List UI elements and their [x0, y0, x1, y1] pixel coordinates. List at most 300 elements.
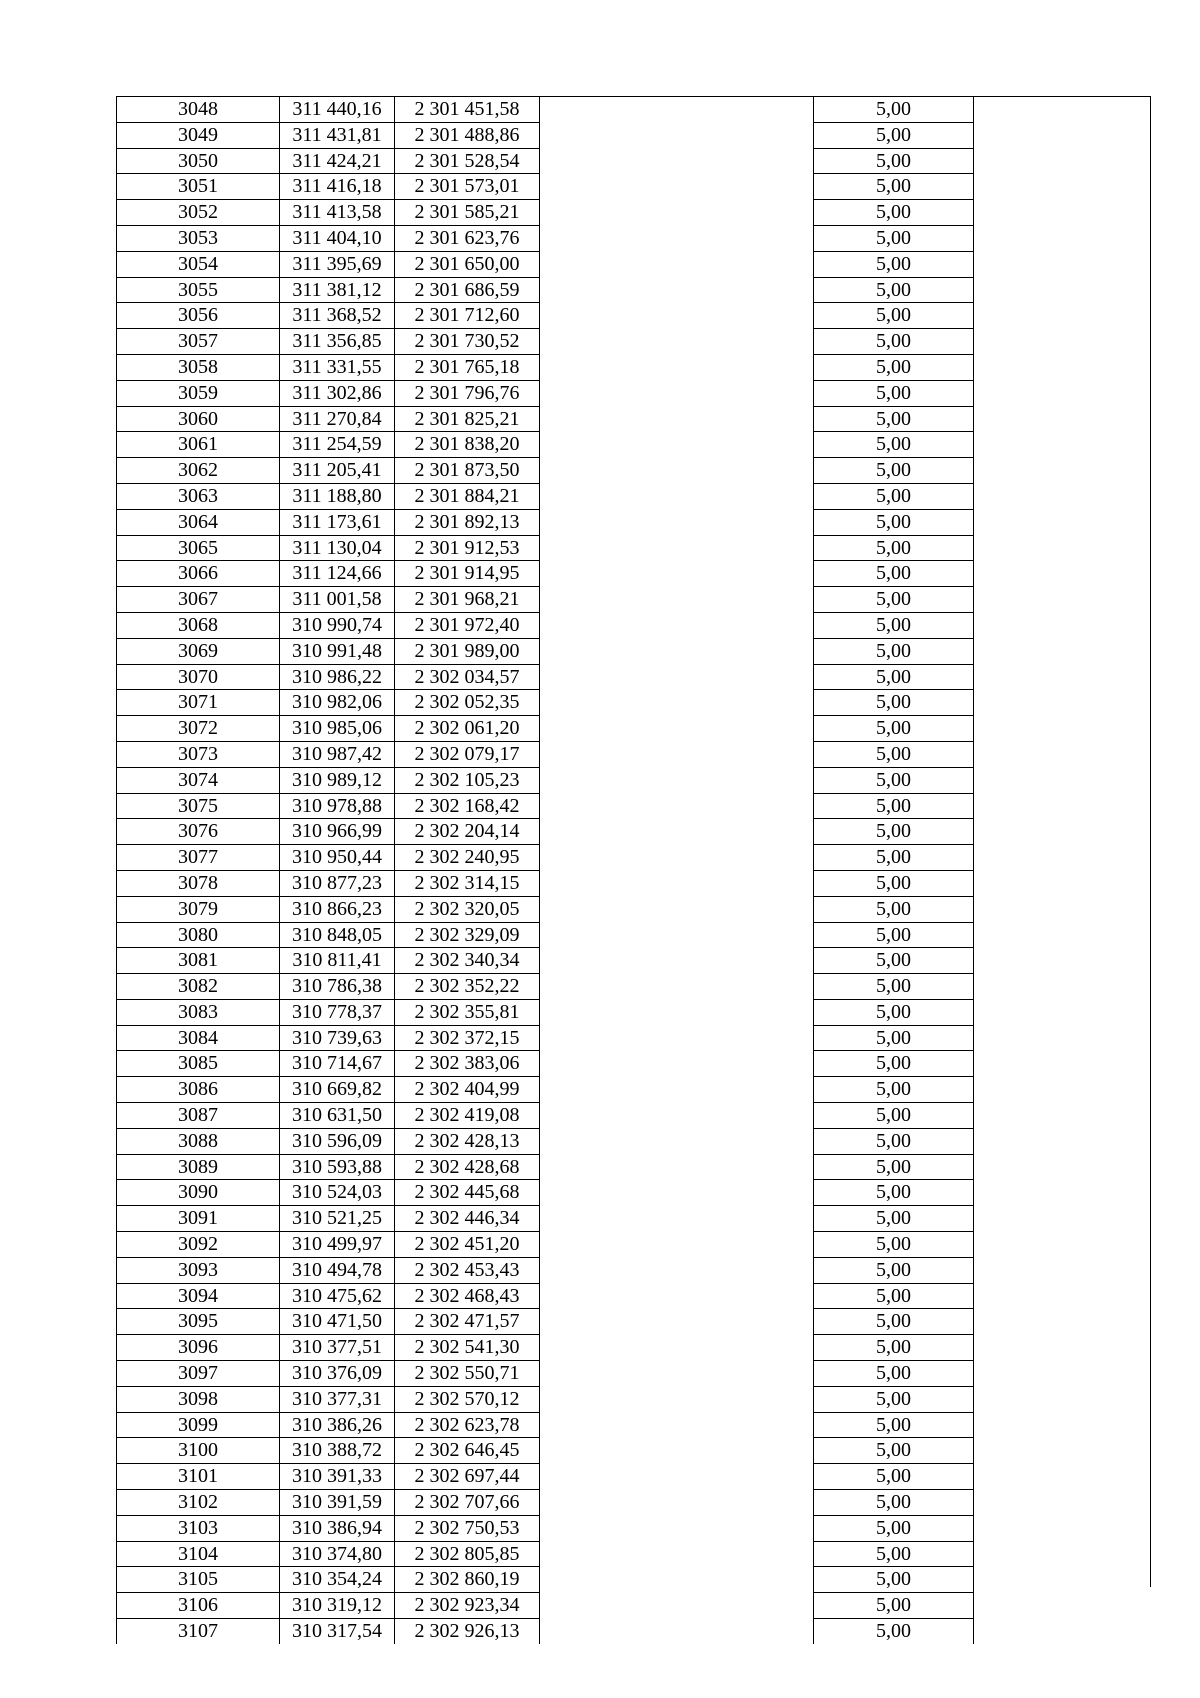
- note-column-cell: [974, 1103, 1158, 1129]
- note-column-cell: [974, 999, 1158, 1025]
- accuracy-cell: 5,00: [814, 793, 974, 819]
- x-coordinate-cell: 310 354,24: [280, 1567, 395, 1593]
- empty-column-cell: [540, 1283, 814, 1309]
- point-number-cell: 3085: [117, 1051, 280, 1077]
- y-coordinate-cell: 2 301 650,00: [395, 251, 540, 277]
- x-coordinate-cell: 311 424,21: [280, 148, 395, 174]
- table-row: [117, 638, 1158, 664]
- x-coordinate-cell: 310 593,88: [280, 1154, 395, 1180]
- accuracy-cell: 5,00: [814, 948, 974, 974]
- table-row: [117, 1232, 1158, 1258]
- table-row: [117, 122, 1158, 148]
- x-coordinate-cell: 310 982,06: [280, 690, 395, 716]
- accuracy-cell: 5,00: [814, 354, 974, 380]
- note-column-cell: [974, 1593, 1158, 1619]
- point-number-cell: 3094: [117, 1283, 280, 1309]
- note-column-cell: [974, 251, 1158, 277]
- note-column-cell: [974, 458, 1158, 484]
- empty-column-cell: [540, 587, 814, 613]
- empty-column-cell: [540, 1490, 814, 1516]
- note-column-cell: [974, 380, 1158, 406]
- empty-column-cell: [540, 896, 814, 922]
- point-number-cell: 3082: [117, 974, 280, 1000]
- table-row: [117, 251, 1158, 277]
- empty-column-cell: [540, 1335, 814, 1361]
- x-coordinate-cell: 310 391,59: [280, 1490, 395, 1516]
- point-number-cell: 3058: [117, 354, 280, 380]
- y-coordinate-cell: 2 301 892,13: [395, 509, 540, 535]
- x-coordinate-cell: 310 990,74: [280, 612, 395, 638]
- y-coordinate-cell: 2 302 204,14: [395, 819, 540, 845]
- point-number-cell: 3096: [117, 1335, 280, 1361]
- table-row: [117, 1593, 1158, 1619]
- x-coordinate-cell: 310 991,48: [280, 638, 395, 664]
- y-coordinate-cell: 2 302 428,68: [395, 1154, 540, 1180]
- note-column-cell: [974, 664, 1158, 690]
- note-column-cell: [974, 1567, 1158, 1593]
- empty-column-cell: [540, 974, 814, 1000]
- accuracy-cell: 5,00: [814, 1386, 974, 1412]
- empty-column-cell: [540, 793, 814, 819]
- x-coordinate-cell: 310 966,99: [280, 819, 395, 845]
- x-coordinate-cell: 310 877,23: [280, 870, 395, 896]
- note-column-cell: [974, 1412, 1158, 1438]
- table-row: [117, 587, 1158, 613]
- x-coordinate-cell: 311 416,18: [280, 174, 395, 200]
- x-coordinate-cell: 311 404,10: [280, 225, 395, 251]
- table-row: [117, 1257, 1158, 1283]
- point-number-cell: 3062: [117, 458, 280, 484]
- point-number-cell: 3083: [117, 999, 280, 1025]
- x-coordinate-cell: 310 377,51: [280, 1335, 395, 1361]
- accuracy-cell: 5,00: [814, 612, 974, 638]
- y-coordinate-cell: 2 301 573,01: [395, 174, 540, 200]
- note-column-cell: [974, 1232, 1158, 1258]
- accuracy-cell: 5,00: [814, 1309, 974, 1335]
- note-column-cell: [974, 1283, 1158, 1309]
- empty-column-cell: [540, 819, 814, 845]
- note-column-cell: [974, 483, 1158, 509]
- y-coordinate-cell: 2 301 585,21: [395, 200, 540, 226]
- x-coordinate-cell: 310 786,38: [280, 974, 395, 1000]
- table-row: [117, 1180, 1158, 1206]
- table-row: [117, 896, 1158, 922]
- table-row: [117, 974, 1158, 1000]
- note-column-cell: [974, 896, 1158, 922]
- accuracy-cell: 5,00: [814, 1412, 974, 1438]
- empty-column-cell: [540, 200, 814, 226]
- point-number-cell: 3075: [117, 793, 280, 819]
- point-number-cell: 3069: [117, 638, 280, 664]
- accuracy-cell: 5,00: [814, 1541, 974, 1567]
- point-number-cell: 3100: [117, 1438, 280, 1464]
- point-number-cell: 3080: [117, 922, 280, 948]
- accuracy-cell: 5,00: [814, 922, 974, 948]
- accuracy-cell: 5,00: [814, 819, 974, 845]
- accuracy-cell: 5,00: [814, 716, 974, 742]
- accuracy-cell: 5,00: [814, 1128, 974, 1154]
- point-number-cell: 3067: [117, 587, 280, 613]
- y-coordinate-cell: 2 302 923,34: [395, 1593, 540, 1619]
- note-column-cell: [974, 561, 1158, 587]
- x-coordinate-cell: 310 669,82: [280, 1077, 395, 1103]
- y-coordinate-cell: 2 301 451,58: [395, 97, 540, 122]
- note-column-cell: [974, 225, 1158, 251]
- point-number-cell: 3066: [117, 561, 280, 587]
- table-row: [117, 1206, 1158, 1232]
- note-column-cell: [974, 741, 1158, 767]
- y-coordinate-cell: 2 302 352,22: [395, 974, 540, 1000]
- y-coordinate-cell: 2 302 707,66: [395, 1490, 540, 1516]
- empty-column-cell: [540, 664, 814, 690]
- y-coordinate-cell: 2 302 340,34: [395, 948, 540, 974]
- x-coordinate-cell: 311 254,59: [280, 432, 395, 458]
- x-coordinate-cell: 310 986,22: [280, 664, 395, 690]
- y-coordinate-cell: 2 301 796,76: [395, 380, 540, 406]
- x-coordinate-cell: 310 987,42: [280, 741, 395, 767]
- y-coordinate-cell: 2 301 989,00: [395, 638, 540, 664]
- y-coordinate-cell: 2 302 329,09: [395, 922, 540, 948]
- table-row: [117, 1103, 1158, 1129]
- note-column-cell: [974, 1438, 1158, 1464]
- table-row: [117, 664, 1158, 690]
- point-number-cell: 3092: [117, 1232, 280, 1258]
- note-column-cell: [974, 535, 1158, 561]
- note-column-cell: [974, 1309, 1158, 1335]
- y-coordinate-cell: 2 301 488,86: [395, 122, 540, 148]
- y-coordinate-cell: 2 302 105,23: [395, 767, 540, 793]
- accuracy-cell: 5,00: [814, 225, 974, 251]
- x-coordinate-cell: 311 188,80: [280, 483, 395, 509]
- empty-column-cell: [540, 458, 814, 484]
- y-coordinate-cell: 2 302 428,13: [395, 1128, 540, 1154]
- empty-column-cell: [540, 1025, 814, 1051]
- y-coordinate-cell: 2 302 697,44: [395, 1464, 540, 1490]
- y-coordinate-cell: 2 302 314,15: [395, 870, 540, 896]
- y-coordinate-cell: 2 302 446,34: [395, 1206, 540, 1232]
- note-column-cell: [974, 1051, 1158, 1077]
- table-row: [117, 793, 1158, 819]
- note-column-cell: [974, 612, 1158, 638]
- point-number-cell: 3070: [117, 664, 280, 690]
- note-column-cell: [974, 303, 1158, 329]
- point-number-cell: 3097: [117, 1361, 280, 1387]
- empty-column-cell: [540, 999, 814, 1025]
- point-number-cell: 3055: [117, 277, 280, 303]
- table-row: [117, 535, 1158, 561]
- table-row: [117, 97, 1158, 122]
- x-coordinate-cell: 310 319,12: [280, 1593, 395, 1619]
- empty-column-cell: [540, 1593, 814, 1619]
- table-row: [117, 1283, 1158, 1309]
- y-coordinate-cell: 2 301 528,54: [395, 148, 540, 174]
- note-column-cell: [974, 1490, 1158, 1516]
- x-coordinate-cell: 311 368,52: [280, 303, 395, 329]
- point-number-cell: 3098: [117, 1386, 280, 1412]
- point-number-cell: 3102: [117, 1490, 280, 1516]
- point-number-cell: 3048: [117, 97, 280, 122]
- y-coordinate-cell: 2 302 372,15: [395, 1025, 540, 1051]
- point-number-cell: 3073: [117, 741, 280, 767]
- y-coordinate-cell: 2 302 623,78: [395, 1412, 540, 1438]
- note-column-cell: [974, 845, 1158, 871]
- point-number-cell: 3060: [117, 406, 280, 432]
- note-column-cell: [974, 277, 1158, 303]
- accuracy-cell: 5,00: [814, 638, 974, 664]
- accuracy-cell: 5,00: [814, 97, 974, 122]
- table-row: [117, 1515, 1158, 1541]
- note-column-cell: [974, 1180, 1158, 1206]
- empty-column-cell: [540, 1567, 814, 1593]
- table-row: [117, 380, 1158, 406]
- empty-column-cell: [540, 870, 814, 896]
- empty-column-cell: [540, 1361, 814, 1387]
- empty-column-cell: [540, 638, 814, 664]
- note-column-cell: [974, 1077, 1158, 1103]
- x-coordinate-cell: 311 270,84: [280, 406, 395, 432]
- accuracy-cell: 5,00: [814, 1361, 974, 1387]
- y-coordinate-cell: 2 302 445,68: [395, 1180, 540, 1206]
- x-coordinate-cell: 310 985,06: [280, 716, 395, 742]
- empty-column-cell: [540, 1309, 814, 1335]
- empty-column-cell: [540, 948, 814, 974]
- x-coordinate-cell: 310 377,31: [280, 1386, 395, 1412]
- table-row: [117, 1154, 1158, 1180]
- y-coordinate-cell: 2 301 884,21: [395, 483, 540, 509]
- y-coordinate-cell: 2 301 914,95: [395, 561, 540, 587]
- accuracy-cell: 5,00: [814, 432, 974, 458]
- note-column-cell: [974, 870, 1158, 896]
- x-coordinate-cell: 311 395,69: [280, 251, 395, 277]
- note-column-cell: [974, 1335, 1158, 1361]
- table-row: [117, 999, 1158, 1025]
- note-column-cell: [974, 974, 1158, 1000]
- empty-column-cell: [540, 1257, 814, 1283]
- x-coordinate-cell: 311 356,85: [280, 329, 395, 355]
- x-coordinate-cell: 310 739,63: [280, 1025, 395, 1051]
- table-row: [117, 1025, 1158, 1051]
- empty-column-cell: [540, 225, 814, 251]
- y-coordinate-cell: 2 301 838,20: [395, 432, 540, 458]
- point-number-cell: 3107: [117, 1619, 280, 1644]
- y-coordinate-cell: 2 302 750,53: [395, 1515, 540, 1541]
- accuracy-cell: 5,00: [814, 1490, 974, 1516]
- y-coordinate-cell: 2 301 972,40: [395, 612, 540, 638]
- point-number-cell: 3079: [117, 896, 280, 922]
- point-number-cell: 3054: [117, 251, 280, 277]
- note-column-cell: [974, 329, 1158, 355]
- accuracy-cell: 5,00: [814, 1515, 974, 1541]
- x-coordinate-cell: 310 848,05: [280, 922, 395, 948]
- table-row: [117, 1567, 1158, 1593]
- empty-column-cell: [540, 1180, 814, 1206]
- note-column-cell: [974, 819, 1158, 845]
- note-column-cell: [974, 1515, 1158, 1541]
- y-coordinate-cell: 2 302 550,71: [395, 1361, 540, 1387]
- y-coordinate-cell: 2 302 034,57: [395, 664, 540, 690]
- accuracy-cell: 5,00: [814, 1438, 974, 1464]
- table-row: [117, 845, 1158, 871]
- x-coordinate-cell: 310 950,44: [280, 845, 395, 871]
- empty-column-cell: [540, 1386, 814, 1412]
- accuracy-cell: 5,00: [814, 1567, 974, 1593]
- empty-column-cell: [540, 122, 814, 148]
- y-coordinate-cell: 2 302 079,17: [395, 741, 540, 767]
- table-row: [117, 174, 1158, 200]
- accuracy-cell: 5,00: [814, 741, 974, 767]
- empty-column-cell: [540, 1128, 814, 1154]
- accuracy-cell: 5,00: [814, 1077, 974, 1103]
- y-coordinate-cell: 2 302 646,45: [395, 1438, 540, 1464]
- empty-column-cell: [540, 174, 814, 200]
- point-number-cell: 3064: [117, 509, 280, 535]
- note-column-cell: [974, 1206, 1158, 1232]
- note-column-cell: [974, 200, 1158, 226]
- x-coordinate-cell: 311 440,16: [280, 97, 395, 122]
- x-coordinate-cell: 311 130,04: [280, 535, 395, 561]
- point-number-cell: 3099: [117, 1412, 280, 1438]
- point-number-cell: 3095: [117, 1309, 280, 1335]
- accuracy-cell: 5,00: [814, 845, 974, 871]
- empty-column-cell: [540, 922, 814, 948]
- note-column-cell: [974, 148, 1158, 174]
- table-row: [117, 1051, 1158, 1077]
- x-coordinate-cell: 311 173,61: [280, 509, 395, 535]
- point-number-cell: 3087: [117, 1103, 280, 1129]
- note-column-cell: [974, 122, 1158, 148]
- note-column-cell: [974, 922, 1158, 948]
- note-column-cell: [974, 406, 1158, 432]
- accuracy-cell: 5,00: [814, 1464, 974, 1490]
- empty-column-cell: [540, 690, 814, 716]
- accuracy-cell: 5,00: [814, 1619, 974, 1644]
- x-coordinate-cell: 310 778,37: [280, 999, 395, 1025]
- y-coordinate-cell: 2 301 730,52: [395, 329, 540, 355]
- table-row: [117, 1361, 1158, 1387]
- table-row: [117, 148, 1158, 174]
- accuracy-cell: 5,00: [814, 1257, 974, 1283]
- accuracy-cell: 5,00: [814, 767, 974, 793]
- table-row: [117, 1541, 1158, 1567]
- x-coordinate-cell: 310 989,12: [280, 767, 395, 793]
- x-coordinate-cell: 311 302,86: [280, 380, 395, 406]
- y-coordinate-cell: 2 301 712,60: [395, 303, 540, 329]
- table-row: [117, 716, 1158, 742]
- y-coordinate-cell: 2 302 061,20: [395, 716, 540, 742]
- y-coordinate-cell: 2 302 453,43: [395, 1257, 540, 1283]
- note-column-cell: [974, 1128, 1158, 1154]
- empty-column-cell: [540, 1232, 814, 1258]
- table-row: [117, 561, 1158, 587]
- x-coordinate-cell: 310 374,80: [280, 1541, 395, 1567]
- table-row: [117, 329, 1158, 355]
- accuracy-cell: 5,00: [814, 1206, 974, 1232]
- point-number-cell: 3088: [117, 1128, 280, 1154]
- table-row: [117, 1077, 1158, 1103]
- table-row: [117, 225, 1158, 251]
- y-coordinate-cell: 2 302 860,19: [395, 1567, 540, 1593]
- table-row: [117, 458, 1158, 484]
- x-coordinate-cell: 310 866,23: [280, 896, 395, 922]
- point-number-cell: 3089: [117, 1154, 280, 1180]
- y-coordinate-cell: 2 302 468,43: [395, 1283, 540, 1309]
- table-row: [117, 277, 1158, 303]
- table-row: [117, 1438, 1158, 1464]
- y-coordinate-cell: 2 302 052,35: [395, 690, 540, 716]
- y-coordinate-cell: 2 301 968,21: [395, 587, 540, 613]
- point-number-cell: 3057: [117, 329, 280, 355]
- accuracy-cell: 5,00: [814, 1051, 974, 1077]
- accuracy-cell: 5,00: [814, 587, 974, 613]
- point-number-cell: 3059: [117, 380, 280, 406]
- table-row: [117, 1128, 1158, 1154]
- table-row: [117, 948, 1158, 974]
- x-coordinate-cell: 310 978,88: [280, 793, 395, 819]
- empty-column-cell: [540, 277, 814, 303]
- x-coordinate-cell: 310 524,03: [280, 1180, 395, 1206]
- point-number-cell: 3049: [117, 122, 280, 148]
- table-row: [117, 1335, 1158, 1361]
- point-number-cell: 3061: [117, 432, 280, 458]
- empty-column-cell: [540, 1154, 814, 1180]
- note-column-cell: [974, 1464, 1158, 1490]
- y-coordinate-cell: 2 302 383,06: [395, 1051, 540, 1077]
- x-coordinate-cell: 311 381,12: [280, 277, 395, 303]
- y-coordinate-cell: 2 302 926,13: [395, 1619, 540, 1644]
- table-row: [117, 870, 1158, 896]
- x-coordinate-cell: 310 317,54: [280, 1619, 395, 1644]
- empty-column-cell: [540, 1438, 814, 1464]
- note-column-cell: [974, 1541, 1158, 1567]
- note-column-cell: [974, 174, 1158, 200]
- note-column-cell: [974, 638, 1158, 664]
- table-row: [117, 483, 1158, 509]
- empty-column-cell: [540, 251, 814, 277]
- table-row: [117, 612, 1158, 638]
- accuracy-cell: 5,00: [814, 535, 974, 561]
- point-number-cell: 3053: [117, 225, 280, 251]
- point-number-cell: 3065: [117, 535, 280, 561]
- table-row: [117, 354, 1158, 380]
- y-coordinate-cell: 2 302 355,81: [395, 999, 540, 1025]
- accuracy-cell: 5,00: [814, 1025, 974, 1051]
- note-column-cell: [974, 1025, 1158, 1051]
- empty-column-cell: [540, 354, 814, 380]
- table-row: [117, 1386, 1158, 1412]
- empty-column-cell: [540, 148, 814, 174]
- accuracy-cell: 5,00: [814, 974, 974, 1000]
- empty-column-cell: [540, 767, 814, 793]
- y-coordinate-cell: 2 301 873,50: [395, 458, 540, 484]
- x-coordinate-cell: 311 205,41: [280, 458, 395, 484]
- point-number-cell: 3071: [117, 690, 280, 716]
- accuracy-cell: 5,00: [814, 561, 974, 587]
- accuracy-cell: 5,00: [814, 1283, 974, 1309]
- x-coordinate-cell: 310 471,50: [280, 1309, 395, 1335]
- y-coordinate-cell: 2 302 320,05: [395, 896, 540, 922]
- table-row: [117, 767, 1158, 793]
- accuracy-cell: 5,00: [814, 509, 974, 535]
- accuracy-cell: 5,00: [814, 690, 974, 716]
- y-coordinate-cell: 2 302 805,85: [395, 1541, 540, 1567]
- point-number-cell: 3090: [117, 1180, 280, 1206]
- accuracy-cell: 5,00: [814, 329, 974, 355]
- note-column-cell: [974, 767, 1158, 793]
- point-number-cell: 3074: [117, 767, 280, 793]
- point-number-cell: 3068: [117, 612, 280, 638]
- y-coordinate-cell: 2 302 240,95: [395, 845, 540, 871]
- accuracy-cell: 5,00: [814, 1232, 974, 1258]
